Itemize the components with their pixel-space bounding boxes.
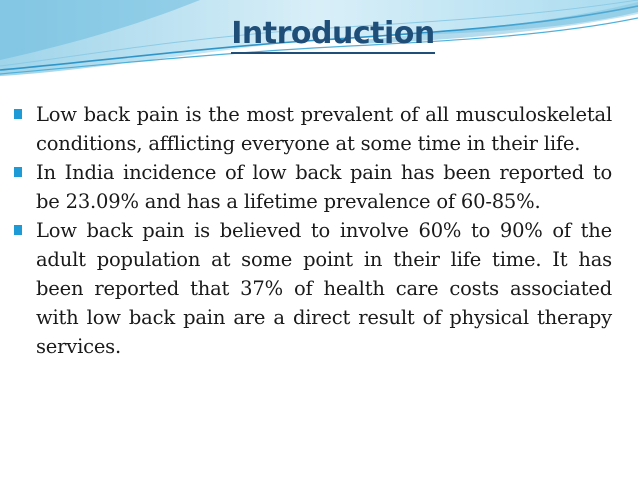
square-bullet-icon [14, 109, 22, 119]
bullet-text: Low back pain is believed to involve 60% to 90% of the adult population at some point in their life time. It has been reported that 37% of health care costs associated with low back pain are a direct result of physical therapy services. [36, 219, 612, 358]
bullet-text: In India incidence of low back pain has been reported to be 23.09% and has a lifetime prevalence of 60-85%. [36, 161, 612, 213]
slide-title-text: Introduction [231, 16, 434, 54]
slide-title [0, 14, 638, 54]
bullet-text: Low back pain is the most prevalent of all musculoskeletal conditions, afflicting everyone at some time in their life. [36, 103, 612, 155]
bullet-item [14, 158, 612, 216]
square-bullet-icon [14, 225, 22, 235]
square-bullet-icon [14, 167, 22, 177]
bullet-list [14, 100, 612, 361]
bullet-item [14, 216, 612, 361]
bullet-item [14, 100, 612, 158]
